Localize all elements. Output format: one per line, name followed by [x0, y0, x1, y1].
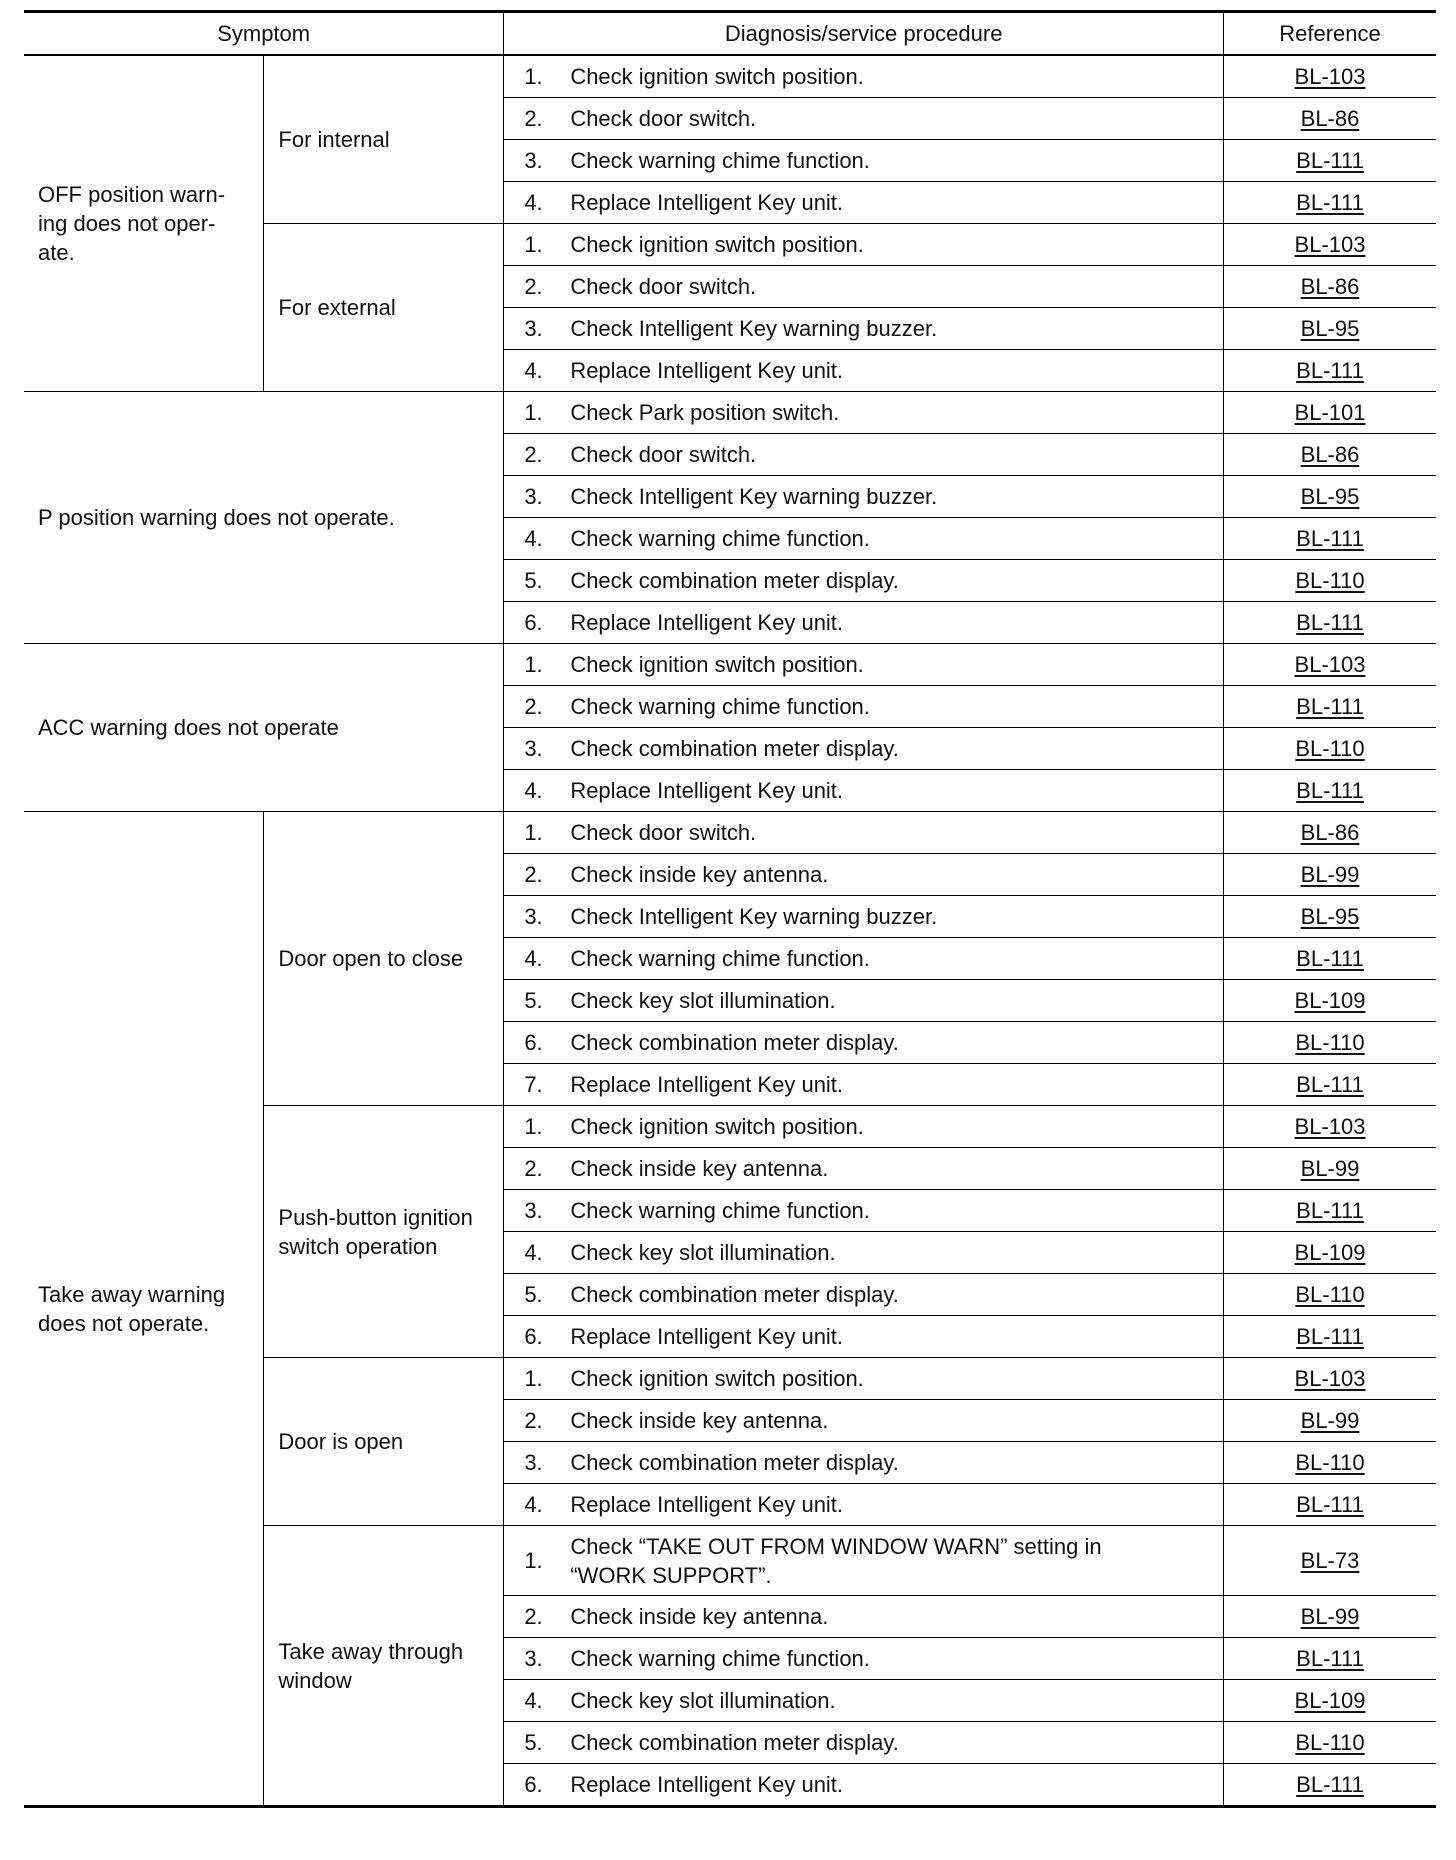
step-text: Replace Intelligent Key unit. — [570, 1492, 844, 1517]
reference-link[interactable]: BL-110 — [1295, 736, 1365, 761]
reference-link[interactable]: BL-111 — [1296, 1072, 1364, 1097]
reference-cell — [1224, 1400, 1436, 1442]
procedure-cell — [504, 182, 1224, 224]
symptom-cell: P position warning does not operate. — [24, 392, 504, 644]
procedure-cell — [504, 1064, 1224, 1106]
reference-cell — [1224, 392, 1436, 434]
symptom-cell: ACC warning does not operate — [24, 644, 504, 812]
step-number: 2. — [524, 1156, 543, 1181]
reference-link[interactable]: BL-110 — [1295, 568, 1365, 593]
step-text: Replace Intelligent Key unit. — [570, 778, 844, 803]
procedure-cell — [504, 55, 1224, 98]
reference-cell — [1224, 55, 1436, 98]
reference-cell — [1224, 854, 1436, 896]
condition-cell: Door is open — [264, 1358, 504, 1526]
reference-link[interactable]: BL-111 — [1296, 190, 1364, 215]
reference-cell — [1224, 308, 1436, 350]
header-reference: Reference — [1224, 12, 1436, 56]
procedure-cell — [504, 1148, 1224, 1190]
reference-link[interactable]: BL-110 — [1295, 1030, 1365, 1055]
reference-cell — [1224, 350, 1436, 392]
reference-link[interactable]: BL-99 — [1300, 862, 1360, 887]
procedure-cell — [504, 1232, 1224, 1274]
procedure-cell — [504, 1400, 1224, 1442]
reference-cell — [1224, 266, 1436, 308]
step-text: Check door switch. — [570, 442, 757, 467]
reference-link[interactable]: BL-111 — [1296, 778, 1364, 803]
reference-cell — [1224, 434, 1436, 476]
step-text: Check door switch. — [570, 106, 757, 131]
reference-cell — [1224, 1274, 1436, 1316]
step-text: Check ignition switch position. — [570, 232, 864, 257]
step-text: Check ignition switch position. — [570, 1366, 864, 1391]
reference-cell — [1224, 224, 1436, 266]
step-text: Replace Intelligent Key unit. — [570, 1072, 844, 1097]
reference-link[interactable]: BL-110 — [1295, 1450, 1365, 1475]
step-number: 5. — [524, 568, 543, 593]
step-text: Check combination meter display. — [570, 1282, 899, 1307]
condition-cell: Door open to close — [264, 812, 504, 1106]
reference-link[interactable]: BL-86 — [1300, 274, 1360, 299]
step-text: Check combination meter display. — [570, 736, 899, 761]
step-number: 5. — [524, 1282, 543, 1307]
reference-cell — [1224, 1722, 1436, 1764]
reference-link[interactable]: BL-73 — [1300, 1548, 1360, 1573]
procedure-cell — [504, 770, 1224, 812]
step-text: Check inside key antenna. — [570, 1408, 829, 1433]
procedure-cell — [504, 644, 1224, 686]
procedure-cell — [504, 1358, 1224, 1400]
step-text: Check inside key antenna. — [570, 1604, 829, 1629]
step-text: Check inside key antenna. — [570, 1156, 829, 1181]
procedure-cell — [504, 1316, 1224, 1358]
step-number: 3. — [524, 1450, 543, 1475]
step-text: Check warning chime function. — [570, 526, 870, 551]
step-text: Check ignition switch position. — [570, 1114, 864, 1139]
step-number: 4. — [524, 778, 543, 803]
step-number: 3. — [524, 736, 543, 761]
document-page — [24, 10, 1436, 1808]
condition-cell: Take away through window — [264, 1526, 504, 1807]
step-number: 2. — [524, 1408, 543, 1433]
procedure-cell — [504, 1680, 1224, 1722]
step-number: 6. — [524, 610, 543, 635]
reference-cell — [1224, 1484, 1436, 1526]
reference-cell — [1224, 1442, 1436, 1484]
step-text: Replace Intelligent Key unit. — [570, 358, 844, 383]
step-text: Check warning chime function. — [570, 946, 870, 971]
step-number: 1. — [524, 232, 543, 257]
procedure-cell — [504, 560, 1224, 602]
reference-link[interactable]: BL-99 — [1300, 1156, 1360, 1181]
reference-cell — [1224, 1358, 1436, 1400]
reference-link[interactable]: BL-111 — [1296, 1324, 1364, 1349]
reference-cell — [1224, 560, 1436, 602]
step-text: Check combination meter display. — [570, 1030, 899, 1055]
procedure-cell — [504, 728, 1224, 770]
step-number: 1. — [524, 652, 543, 677]
procedure-cell — [504, 686, 1224, 728]
reference-cell — [1224, 1232, 1436, 1274]
step-number: 2. — [524, 1604, 543, 1629]
step-number: 1. — [524, 820, 543, 845]
procedure-cell — [504, 980, 1224, 1022]
procedure-cell — [504, 1190, 1224, 1232]
table-row — [24, 55, 1436, 98]
reference-cell — [1224, 1764, 1436, 1807]
reference-link[interactable]: BL-111 — [1296, 148, 1364, 173]
step-number: 2. — [524, 442, 543, 467]
step-number: 3. — [524, 484, 543, 509]
reference-cell — [1224, 980, 1436, 1022]
procedure-cell — [504, 854, 1224, 896]
reference-link[interactable]: BL-99 — [1300, 1604, 1360, 1629]
step-text: Check combination meter display. — [570, 568, 899, 593]
step-text: Check door switch. — [570, 274, 757, 299]
procedure-cell — [504, 308, 1224, 350]
step-text: Check Intelligent Key warning buzzer. — [570, 904, 938, 929]
step-number: 6. — [524, 1324, 543, 1349]
table-header-row — [24, 12, 1436, 56]
symptom-cell: Take away warning does not operate. — [24, 812, 264, 1807]
reference-cell — [1224, 1022, 1436, 1064]
reference-link[interactable]: BL-103 — [1294, 232, 1366, 257]
reference-cell — [1224, 770, 1436, 812]
condition-cell: For external — [264, 224, 504, 392]
condition-cell: Push-button ignition switch operation — [264, 1106, 504, 1358]
reference-link[interactable]: BL-103 — [1294, 64, 1366, 89]
reference-cell — [1224, 98, 1436, 140]
reference-link[interactable]: BL-111 — [1296, 946, 1364, 971]
reference-link[interactable]: BL-111 — [1296, 694, 1364, 719]
step-text: Replace Intelligent Key unit. — [570, 1324, 844, 1349]
reference-link[interactable]: BL-103 — [1294, 1366, 1366, 1391]
step-number: 5. — [524, 988, 543, 1013]
step-number: 6. — [524, 1030, 543, 1055]
step-number: 4. — [524, 526, 543, 551]
step-number: 5. — [524, 1730, 543, 1755]
reference-cell — [1224, 602, 1436, 644]
procedure-cell — [504, 266, 1224, 308]
procedure-cell — [504, 1106, 1224, 1148]
reference-link[interactable]: BL-109 — [1294, 1240, 1366, 1265]
table-row — [24, 644, 1436, 686]
step-number: 4. — [524, 1688, 543, 1713]
step-text: Replace Intelligent Key unit. — [570, 610, 844, 635]
procedure-cell — [504, 350, 1224, 392]
step-number: 4. — [524, 946, 543, 971]
step-text: Replace Intelligent Key unit. — [570, 1772, 844, 1797]
reference-link[interactable]: BL-86 — [1300, 106, 1360, 131]
reference-cell — [1224, 896, 1436, 938]
reference-link[interactable]: BL-111 — [1296, 1772, 1364, 1797]
reference-link[interactable]: BL-111 — [1296, 1492, 1364, 1517]
step-text: Check key slot illumination. — [570, 988, 836, 1013]
reference-link[interactable]: BL-110 — [1295, 1730, 1365, 1755]
step-text: Check ignition switch position. — [570, 652, 864, 677]
reference-cell — [1224, 1526, 1436, 1596]
step-text: Check door switch. — [570, 820, 757, 845]
reference-link[interactable]: BL-95 — [1300, 904, 1360, 929]
reference-link[interactable]: BL-109 — [1294, 988, 1366, 1013]
reference-cell — [1224, 938, 1436, 980]
step-text: Check combination meter display. — [570, 1450, 899, 1475]
procedure-cell — [504, 1764, 1224, 1807]
step-text: Check warning chime function. — [570, 694, 870, 719]
step-text: Check combination meter display. — [570, 1730, 899, 1755]
header-procedure: Diagnosis/service procedure — [504, 12, 1224, 56]
step-text: Check key slot illumination. — [570, 1240, 836, 1265]
reference-link[interactable]: BL-103 — [1294, 652, 1366, 677]
reference-cell — [1224, 518, 1436, 560]
procedure-cell — [504, 140, 1224, 182]
step-number: 7. — [524, 1072, 543, 1097]
procedure-cell — [504, 1638, 1224, 1680]
reference-link[interactable]: BL-109 — [1294, 1688, 1366, 1713]
reference-cell — [1224, 1148, 1436, 1190]
step-number: 3. — [524, 904, 543, 929]
procedure-cell — [504, 1442, 1224, 1484]
step-number: 4. — [524, 190, 543, 215]
procedure-cell — [504, 1596, 1224, 1638]
step-number: 2. — [524, 106, 543, 131]
reference-cell — [1224, 686, 1436, 728]
header-symptom: Symptom — [24, 12, 504, 56]
step-number: 2. — [524, 274, 543, 299]
procedure-cell — [504, 518, 1224, 560]
procedure-cell — [504, 1274, 1224, 1316]
reference-link[interactable]: BL-103 — [1294, 1114, 1366, 1139]
step-number: 2. — [524, 862, 543, 887]
procedure-cell — [504, 1526, 1224, 1596]
reference-link[interactable]: BL-95 — [1300, 316, 1360, 341]
procedure-cell — [504, 812, 1224, 854]
procedure-cell — [504, 1484, 1224, 1526]
step-number: 4. — [524, 358, 543, 383]
procedure-cell — [504, 476, 1224, 518]
table-row — [24, 392, 1436, 434]
procedure-cell — [504, 1022, 1224, 1064]
reference-cell — [1224, 1596, 1436, 1638]
step-number: 3. — [524, 148, 543, 173]
step-text: Check warning chime function. — [570, 1646, 870, 1671]
step-number: 1. — [524, 1114, 543, 1139]
step-text: Check Intelligent Key warning buzzer. — [570, 316, 938, 341]
reference-cell — [1224, 644, 1436, 686]
step-number: 1. — [524, 1366, 543, 1391]
reference-cell — [1224, 182, 1436, 224]
reference-link[interactable]: BL-86 — [1300, 820, 1360, 845]
reference-link[interactable]: BL-111 — [1296, 526, 1364, 551]
step-text: Check “TAKE OUT FROM WINDOW WARN” setting in “WORK SUPPORT”. — [570, 1533, 1102, 1588]
procedure-cell — [504, 434, 1224, 476]
reference-cell — [1224, 728, 1436, 770]
step-number: 3. — [524, 316, 543, 341]
step-text: Check warning chime function. — [570, 148, 870, 173]
reference-cell — [1224, 1680, 1436, 1722]
reference-link[interactable]: BL-99 — [1300, 1408, 1360, 1433]
step-number: 6. — [524, 1772, 543, 1797]
reference-cell — [1224, 812, 1436, 854]
step-number: 2. — [524, 694, 543, 719]
reference-link[interactable]: BL-86 — [1300, 442, 1360, 467]
step-text: Check Intelligent Key warning buzzer. — [570, 484, 938, 509]
procedure-cell — [504, 98, 1224, 140]
step-text: Check warning chime function. — [570, 1198, 870, 1223]
symptom-table — [24, 10, 1436, 1808]
step-number: 4. — [524, 1240, 543, 1265]
reference-link[interactable]: BL-111 — [1296, 610, 1364, 635]
reference-cell — [1224, 1064, 1436, 1106]
table-row — [24, 812, 1436, 854]
reference-cell — [1224, 476, 1436, 518]
step-number: 1. — [524, 64, 543, 89]
procedure-cell — [504, 896, 1224, 938]
step-text: Check key slot illumination. — [570, 1688, 836, 1713]
procedure-cell — [504, 938, 1224, 980]
step-text: Replace Intelligent Key unit. — [570, 190, 844, 215]
reference-cell — [1224, 1106, 1436, 1148]
procedure-cell — [504, 392, 1224, 434]
step-number: 1. — [524, 400, 543, 425]
procedure-cell — [504, 224, 1224, 266]
reference-link[interactable]: BL-111 — [1296, 1198, 1364, 1223]
step-text: Check inside key antenna. — [570, 862, 829, 887]
step-text: Check ignition switch position. — [570, 64, 864, 89]
reference-cell — [1224, 1638, 1436, 1680]
reference-cell — [1224, 1190, 1436, 1232]
reference-link[interactable]: BL-110 — [1295, 1282, 1365, 1307]
reference-link[interactable]: BL-101 — [1294, 400, 1366, 425]
reference-cell — [1224, 1316, 1436, 1358]
step-number: 1. — [524, 1548, 543, 1573]
step-number: 3. — [524, 1198, 543, 1223]
procedure-cell — [504, 602, 1224, 644]
condition-cell: For internal — [264, 55, 504, 224]
symptom-cell: OFF position warn- ing does not oper- ate. — [24, 55, 264, 392]
reference-link[interactable]: BL-111 — [1296, 358, 1364, 383]
step-number: 3. — [524, 1646, 543, 1671]
procedure-cell — [504, 1722, 1224, 1764]
reference-link[interactable]: BL-111 — [1296, 1646, 1364, 1671]
table-body — [24, 55, 1436, 1807]
reference-link[interactable]: BL-95 — [1300, 484, 1360, 509]
reference-cell — [1224, 140, 1436, 182]
step-number: 4. — [524, 1492, 543, 1517]
step-text: Check Park position switch. — [570, 400, 840, 425]
